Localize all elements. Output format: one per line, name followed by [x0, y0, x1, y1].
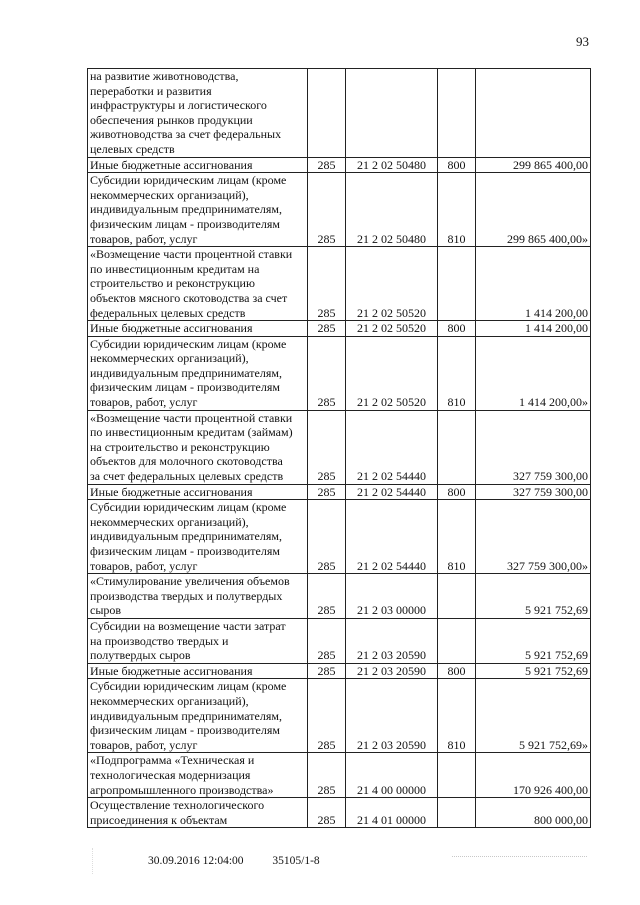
budget-item-name: Иные бюджетные ассигнования	[88, 484, 308, 500]
amount: 800 000,00	[476, 798, 591, 828]
table-row	[88, 157, 591, 173]
department-code: 285	[308, 618, 346, 663]
budget-item-name: Субсидии на возмещение части затрат на производство твердых и полутвердых сыров	[88, 618, 308, 663]
expense-type-code	[438, 574, 476, 619]
expense-type-code: 800	[438, 484, 476, 500]
target-article-code: 21 4 01 00000	[346, 798, 438, 828]
department-code	[308, 69, 346, 158]
amount	[476, 69, 591, 158]
amount: 327 759 300,00	[476, 410, 591, 484]
budget-item-name: Субсидии юридическим лицам (кроме некоммерческих организаций), индивидуальным предпринимателям, физическим лицам - производителям товаров, работ, услуг	[88, 500, 308, 574]
amount: 5 921 752,69	[476, 618, 591, 663]
target-article-code	[346, 69, 438, 158]
amount: 1 414 200,00»	[476, 336, 591, 410]
table-row	[88, 753, 591, 798]
table-row	[88, 410, 591, 484]
amount: 1 414 200,00	[476, 321, 591, 337]
footer-datetime: 30.09.2016 12:04:00	[148, 855, 244, 867]
department-code: 285	[308, 798, 346, 828]
department-code: 285	[308, 753, 346, 798]
expense-type-code	[438, 69, 476, 158]
target-article-code: 21 2 02 50520	[346, 336, 438, 410]
table-row	[88, 321, 591, 337]
scan-artifact	[452, 856, 587, 859]
target-article-code: 21 2 02 54440	[346, 500, 438, 574]
footer-doc-code: 35105/1-8	[272, 855, 320, 867]
table-row	[88, 663, 591, 679]
expense-type-code: 810	[438, 500, 476, 574]
target-article-code: 21 4 00 00000	[346, 753, 438, 798]
expense-type-code	[438, 247, 476, 321]
amount: 299 865 400,00»	[476, 173, 591, 247]
footer	[148, 855, 346, 867]
department-code: 285	[308, 574, 346, 619]
budget-table-body	[88, 69, 591, 828]
amount: 5 921 752,69	[476, 663, 591, 679]
target-article-code: 21 2 03 20590	[346, 679, 438, 753]
expense-type-code: 810	[438, 336, 476, 410]
expense-type-code	[438, 798, 476, 828]
table-row	[88, 247, 591, 321]
target-article-code: 21 2 02 54440	[346, 410, 438, 484]
budget-item-name: Иные бюджетные ассигнования	[88, 321, 308, 337]
department-code: 285	[308, 336, 346, 410]
expense-type-code: 800	[438, 157, 476, 173]
budget-item-name: на развитие животноводства, переработки и развития инфраструктуры и логистического обеспечения рынков продукции животноводства за счет федеральных целевых средств	[88, 69, 308, 158]
page-number: 93	[576, 34, 589, 49]
target-article-code: 21 2 03 20590	[346, 618, 438, 663]
budget-item-name: Иные бюджетные ассигнования	[88, 157, 308, 173]
target-article-code: 21 2 03 00000	[346, 574, 438, 619]
table-row	[88, 173, 591, 247]
budget-item-name: «Подпрограмма «Техническая и технологическая модернизация агропромышленного производства»	[88, 753, 308, 798]
department-code: 285	[308, 663, 346, 679]
target-article-code: 21 2 02 50480	[346, 173, 438, 247]
budget-item-name: «Возмещение части процентной ставки по инвестиционным кредитам на строительство и реконструкцию объектов мясного скотоводства за счет федеральных целевых средств	[88, 247, 308, 321]
amount: 5 921 752,69	[476, 574, 591, 619]
target-article-code: 21 2 03 20590	[346, 663, 438, 679]
expense-type-code	[438, 618, 476, 663]
department-code: 285	[308, 500, 346, 574]
amount: 5 921 752,69»	[476, 679, 591, 753]
budget-item-name: Субсидии юридическим лицам (кроме некоммерческих организаций), индивидуальным предпринимателям, физическим лицам - производителям товаров, работ, услуг	[88, 173, 308, 247]
expense-type-code: 800	[438, 321, 476, 337]
expense-type-code	[438, 410, 476, 484]
table-row	[88, 798, 591, 828]
table-row	[88, 484, 591, 500]
table-row	[88, 618, 591, 663]
department-code: 285	[308, 679, 346, 753]
table-row	[88, 336, 591, 410]
amount: 170 926 400,00	[476, 753, 591, 798]
amount: 299 865 400,00	[476, 157, 591, 173]
budget-item-name: Иные бюджетные ассигнования	[88, 663, 308, 679]
budget-item-name: «Стимулирование увеличения объемов производства твердых и полутвердых сыров	[88, 574, 308, 619]
budget-table	[87, 68, 591, 828]
expense-type-code: 810	[438, 173, 476, 247]
expense-type-code: 810	[438, 679, 476, 753]
target-article-code: 21 2 02 50480	[346, 157, 438, 173]
expense-type-code	[438, 753, 476, 798]
table-row	[88, 679, 591, 753]
department-code: 285	[308, 321, 346, 337]
target-article-code: 21 2 02 54440	[346, 484, 438, 500]
table-row	[88, 500, 591, 574]
amount: 1 414 200,00	[476, 247, 591, 321]
budget-item-name: Осуществление технологического присоединения к объектам	[88, 798, 308, 828]
budget-item-name: «Возмещение части процентной ставки по инвестиционным кредитам (займам) на строительство и реконструкцию объектов для молочного скотоводства за счет федеральных целевых средств	[88, 410, 308, 484]
amount: 327 759 300,00	[476, 484, 591, 500]
budget-item-name: Субсидии юридическим лицам (кроме некоммерческих организаций), индивидуальным предпринимателям, физическим лицам - производителям товаров, работ, услуг	[88, 336, 308, 410]
target-article-code: 21 2 02 50520	[346, 321, 438, 337]
department-code: 285	[308, 484, 346, 500]
department-code: 285	[308, 410, 346, 484]
department-code: 285	[308, 157, 346, 173]
table-row	[88, 574, 591, 619]
budget-item-name: Субсидии юридическим лицам (кроме некоммерческих организаций), индивидуальным предпринимателям, физическим лицам - производителям товаров, работ, услуг	[88, 679, 308, 753]
table-row	[88, 69, 591, 158]
amount: 327 759 300,00»	[476, 500, 591, 574]
expense-type-code: 800	[438, 663, 476, 679]
department-code: 285	[308, 173, 346, 247]
department-code: 285	[308, 247, 346, 321]
scan-artifact	[92, 848, 115, 874]
target-article-code: 21 2 02 50520	[346, 247, 438, 321]
